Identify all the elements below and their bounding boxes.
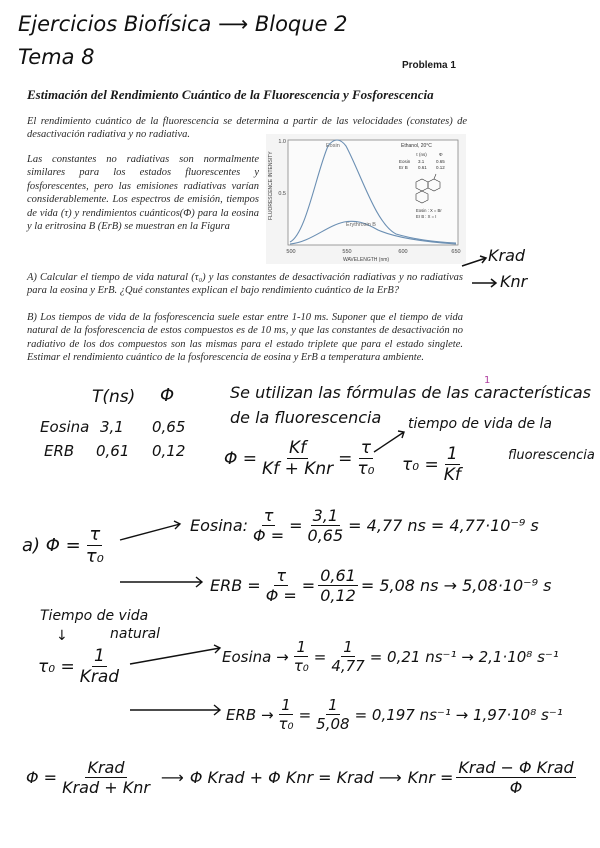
erb-calc-frac1-den: Φ =	[265, 586, 297, 605]
formula-tau-den: τ₀	[357, 459, 375, 479]
tau0-num: 1	[446, 444, 458, 464]
eosin-label: Eosin	[326, 143, 340, 149]
eosina-calc-result: = 4,77 ns = 4,77·10⁻⁹ s	[348, 516, 539, 535]
formula-eq: =	[338, 448, 353, 469]
final-formula	[26, 758, 579, 797]
tau0-krad-num: 1	[93, 646, 105, 666]
formulas-heading-1: Se utilizan las fórmulas de las características	[230, 383, 592, 402]
table-header-tau: T(ns)	[92, 387, 136, 407]
erythrosin-label: Erythrosin B	[346, 222, 376, 228]
tau0-krad-formula	[38, 646, 124, 687]
eosina-krad-eq: =	[313, 647, 327, 666]
question-b: B) Los tiempos de vida de la fosforescencia suele estar entre 1-10 ms. Suponer que el tiempo de vida natural de la fosforescencia de estos compuestos es de 10 ms, y que las constantes de desactivación no radiativo de los dos compuestos son las mismas para el estado triplete que para el estado singlete. Estimar el rendimiento cuántico de la fosforescencia de eosina y ErB a temperatura ambiente.	[27, 312, 463, 364]
eosina-krad-result: = 0,21 ns⁻¹ → 2,1·10⁸ s⁻¹	[369, 647, 559, 666]
part-a-formula	[22, 524, 109, 567]
inset-title: Ethanol, 20°C	[401, 143, 432, 149]
tau0-den: Kf	[443, 465, 461, 485]
final-fraction-den: Krad + Knr	[62, 778, 150, 797]
final-knr-num: Krad − Φ Krad	[458, 758, 574, 777]
eosina-krad-calc	[222, 638, 559, 675]
final-arrow-icon: ⟶	[160, 768, 184, 787]
tau0-fraction	[442, 444, 463, 485]
inset-row2-tau: 0.61	[418, 165, 427, 170]
header-line-1: Ejercicios Biofísica ⟶ Bloque 2	[18, 12, 348, 36]
eosina-calc-eq: =	[289, 516, 303, 535]
eosina-calc-frac2-num: 3,1	[312, 506, 339, 525]
part-a-fraction	[84, 524, 106, 567]
eosina-calc-frac2-den: 0,65	[307, 526, 344, 545]
tiempo-note-2: fluorescencia	[508, 448, 595, 463]
erb-calc-frac1-num: τ	[276, 566, 287, 585]
final-phi: Φ =	[26, 768, 58, 787]
emission-spectra-figure	[266, 134, 466, 264]
final-knr-den: Φ	[509, 778, 523, 797]
arrow-to-eosina-calc	[118, 516, 188, 546]
table-row-erb-phi: 0,12	[152, 442, 186, 460]
formula-kf-num: Kf	[289, 438, 307, 458]
tau0-label: τ₀ =	[402, 454, 439, 475]
erb-krad-frac2	[314, 696, 351, 733]
inset-row2-name: Er B	[399, 165, 408, 170]
document-title: Estimación del Rendimiento Cuántico de la Fluorescencia y Fosforescencia	[27, 87, 434, 102]
krad-arrow	[460, 252, 490, 272]
inset-row1-name: Eosin	[399, 159, 411, 164]
erb-krad-frac2-den: 5,08	[316, 715, 350, 733]
final-rearranged: Φ Krad + Φ Knr = Krad ⟶	[189, 768, 402, 787]
erb-tau0-calc	[210, 566, 551, 605]
question-a: A) Calcular el tiempo de vida natural (τ₀) y las constantes de desactivación radiativas y no radiativas para la eosina y ErB. ¿Qué constantes explican el bajo rendimiento cuántico de la ErB?	[27, 272, 463, 297]
final-fraction-num: Krad	[87, 758, 125, 777]
eosina-calc-frac1-num: τ	[263, 506, 274, 525]
page-number: 1	[484, 375, 491, 386]
y-tick-05: 0.5	[278, 191, 286, 197]
table-row-eosina-phi: 0,65	[152, 418, 186, 436]
y-axis-label: FLUORESCENCE INTENSITY	[268, 151, 274, 220]
eosina-krad-label: Eosina →	[222, 647, 289, 666]
x-tick-500: 500	[286, 249, 296, 255]
eosina-krad-frac2	[329, 638, 366, 675]
erb-calc-frac2-num: 0,61	[320, 566, 356, 585]
erb-calc-label: ERB =	[210, 576, 261, 595]
formula-phi: Φ =	[224, 448, 258, 469]
formula-tau-num: τ	[360, 438, 372, 458]
intro-text: El rendimiento cuántico de la fluorescencia se determina a partir de las velocidades (constates) de desactivación radiativa y no radiativa.	[27, 116, 467, 141]
formulas-heading-2: de la fluorescencia	[230, 408, 382, 427]
y-tick-1: 1.0	[278, 139, 286, 145]
table-row-eosina-name: Eosina	[40, 418, 90, 436]
x-tick-650: 650	[451, 249, 461, 255]
table-row-erb-name: ERB	[44, 442, 75, 460]
eosina-krad-frac1	[292, 638, 311, 675]
part-a-den: τ₀	[85, 546, 104, 567]
inset-row1-tau: 3.1	[418, 159, 425, 164]
erb-krad-eq: =	[298, 705, 312, 724]
tiempo-note-1: tiempo de vida de la	[408, 416, 552, 432]
x-tick-550: 550	[342, 249, 352, 255]
erb-calc-frac2	[318, 566, 358, 605]
inset-legend-2: Er B : X = I	[416, 214, 437, 219]
erb-krad-result: = 0,197 ns⁻¹ → 1,97·10⁸ s⁻¹	[354, 705, 563, 724]
eosina-krad-frac1-num: 1	[296, 638, 306, 656]
tiempo-natural-2: natural	[110, 626, 161, 642]
erb-krad-frac2-num: 1	[328, 696, 338, 714]
erb-calc-frac1	[264, 566, 299, 605]
eosina-calc-label: Eosina:	[190, 516, 249, 535]
tau0-krad-den: Krad	[79, 667, 120, 687]
arrow-to-erb-krad	[128, 700, 228, 720]
arrow-to-erb-calc	[118, 572, 208, 592]
eosina-calc-frac2	[306, 506, 346, 545]
table-header-phi: Φ	[160, 385, 175, 406]
knr-arrow	[470, 275, 500, 291]
part-a-label: a)	[22, 535, 41, 556]
part-a-phi: Φ =	[45, 535, 81, 556]
final-knr-fraction	[456, 758, 575, 797]
tau0-formula	[402, 444, 466, 485]
final-knr-label: Knr =	[407, 768, 454, 787]
erb-calc-result: = 5,08 ns → 5,08·10⁻⁹ s	[360, 576, 552, 595]
inset-header-tau: τ (ns)	[416, 152, 427, 157]
tau0-krad-label: τ₀ =	[38, 656, 75, 677]
erb-krad-frac1-den: τ₀	[278, 715, 294, 733]
problem-label: Problema 1	[402, 60, 456, 71]
description-paragraph: Las constantes no radiativas son normalmente similares para los estados fluorescentes y fosforescentes, pero las emisiones radiativas varían considerablemente. Los espectros de emisión, tiempos de vida (τ) y rendimientos cuánticos(Φ) para la eosina y la eritrosina B (ErB) se muestran en la Figura	[27, 154, 259, 233]
table-row-eosina-tau: 3,1	[100, 418, 124, 436]
inset-row2-phi: 0.12	[436, 165, 445, 170]
x-tick-600: 600	[398, 249, 408, 255]
final-fraction	[60, 758, 152, 797]
eosina-calc-frac1	[251, 506, 286, 545]
formula-kf-fraction	[260, 438, 335, 479]
eosina-tau0-calc	[190, 506, 539, 545]
erb-krad-frac1	[277, 696, 296, 733]
eosina-krad-frac1-den: τ₀	[293, 657, 309, 675]
eosina-calc-frac1-den: Φ =	[253, 526, 285, 545]
down-arrow-icon: ↓	[56, 628, 68, 644]
arrow-to-eosina-krad	[128, 640, 228, 670]
erb-calc-frac2-den: 0,12	[320, 586, 356, 605]
erb-calc-eq: =	[301, 576, 316, 595]
formula-kf-den: Kf + Knr	[262, 459, 334, 479]
krad-annotation: Krad	[488, 246, 526, 265]
main-formula	[224, 438, 379, 479]
x-axis-label: WAVELENGTH (nm)	[342, 257, 390, 263]
header-line-2: Tema 8	[18, 45, 95, 69]
erb-krad-label: ERB →	[226, 705, 274, 724]
eosina-krad-frac2-den: 4,77	[331, 657, 365, 675]
erb-krad-calc	[226, 696, 563, 733]
table-row-erb-tau: 0,61	[96, 442, 130, 460]
tiempo-natural-1: Tiempo de vida	[40, 608, 149, 624]
inset-row1-phi: 0.65	[436, 159, 445, 164]
knr-annotation: Knr	[500, 272, 528, 291]
eosina-krad-frac2-num: 1	[343, 638, 353, 656]
inset-header-phi: Φ	[439, 152, 443, 157]
erb-krad-frac1-num: 1	[281, 696, 291, 714]
inset-legend-1: Eosin : X = Br	[416, 208, 442, 213]
tau0-krad-fraction	[78, 646, 121, 687]
part-a-num: τ	[89, 524, 101, 545]
